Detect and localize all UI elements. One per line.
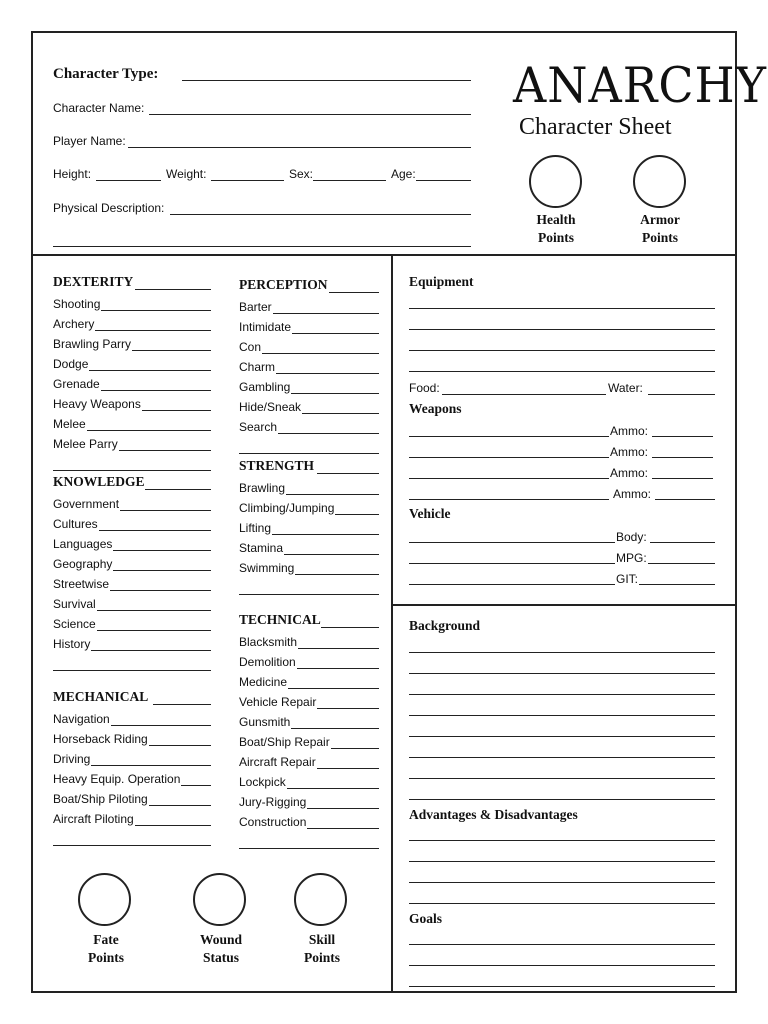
ammo-label: Ammo: <box>610 445 649 459</box>
ammo-label: Ammo: <box>610 466 649 480</box>
writing-line[interactable] <box>409 840 715 841</box>
strength-skill-label: Climbing/Jumping <box>239 501 335 515</box>
health-points-label: Health Points <box>536 212 576 245</box>
equipment-line-3[interactable] <box>409 350 715 351</box>
knowledge-skill-label: History <box>53 637 91 651</box>
dexterity-score-field[interactable] <box>135 289 211 290</box>
mechanical-score-field[interactable] <box>153 704 211 705</box>
dexterity-extra-field[interactable] <box>53 470 211 471</box>
header-divider <box>31 254 737 256</box>
perception-skill-field[interactable] <box>302 413 379 414</box>
dexterity-skill-field[interactable] <box>89 370 211 371</box>
water-field[interactable] <box>648 394 715 395</box>
perception-skill-label: Search <box>239 420 278 434</box>
technical-skill-label: Aircraft Repair <box>239 755 316 769</box>
ammo-field[interactable] <box>652 436 713 437</box>
knowledge-score-field[interactable] <box>145 489 211 490</box>
mechanical-skill-label: Navigation <box>53 712 110 726</box>
weapon-name-field[interactable] <box>409 436 609 437</box>
writing-line[interactable] <box>409 799 715 800</box>
height-label: Height: <box>53 167 92 181</box>
perception-skill-label: Charm <box>239 360 276 374</box>
strength-extra-field[interactable] <box>239 594 379 595</box>
technical-skill-field[interactable] <box>317 768 379 769</box>
height-field[interactable] <box>96 180 161 181</box>
strength-skill-label: Swimming <box>239 561 295 575</box>
technical-skill-label: Jury-Rigging <box>239 795 307 809</box>
knowledge-skill-field[interactable] <box>99 530 211 531</box>
technical-skill-field[interactable] <box>297 668 379 669</box>
knowledge-skill-field[interactable] <box>120 510 211 511</box>
skill-points-circle[interactable] <box>294 873 347 926</box>
mechanical-skill-label: Driving <box>53 752 91 766</box>
git-label: GIT: <box>616 572 639 586</box>
ammo-field[interactable] <box>652 457 713 458</box>
technical-skill-field[interactable] <box>288 688 379 689</box>
mechanical-skill-label: Aircraft Piloting <box>53 812 134 826</box>
character-type-field[interactable] <box>182 80 471 81</box>
water-label: Water: <box>608 381 643 395</box>
character-type-label: Character Type: <box>53 66 159 82</box>
physical-description-label: Physical Description: <box>53 201 165 215</box>
background-title: Background <box>409 618 481 633</box>
writing-line[interactable] <box>409 694 715 695</box>
dexterity-skill-label: Heavy Weapons <box>53 397 141 411</box>
strength-skill-field[interactable] <box>286 494 379 495</box>
perception-skill-field[interactable] <box>276 373 379 374</box>
strength-skill-label: Stamina <box>239 541 284 555</box>
weapon-name-field[interactable] <box>409 499 609 500</box>
technical-skill-label: Vehicle Repair <box>239 695 317 709</box>
knowledge-skill-label: Languages <box>53 537 113 551</box>
strength-score-field[interactable] <box>317 473 379 474</box>
writing-line[interactable] <box>409 757 715 758</box>
ammo-field[interactable] <box>652 478 713 479</box>
wound-status-circle[interactable] <box>193 873 246 926</box>
perception-skill-field[interactable] <box>292 333 379 334</box>
weight-field[interactable] <box>211 180 284 181</box>
writing-line[interactable] <box>409 652 715 653</box>
equipment-line-1[interactable] <box>409 308 715 309</box>
perception-extra-field[interactable] <box>239 453 379 454</box>
technical-extra-field[interactable] <box>239 848 379 849</box>
fate-points-label: Fate Points <box>87 932 124 965</box>
mechanical-skill-label: Horseback Riding <box>53 732 148 746</box>
weapon-name-field[interactable] <box>409 457 609 458</box>
ammo-field[interactable] <box>655 499 715 500</box>
knowledge-skill-field[interactable] <box>97 610 211 611</box>
mechanical-extra-field[interactable] <box>53 845 211 846</box>
technical-skill-label: Medicine <box>239 675 288 689</box>
perception-skill-label: Intimidate <box>239 320 292 334</box>
character-name-label: Character Name: <box>53 101 145 115</box>
perception-title: PERCEPTION <box>239 277 328 292</box>
player-name-field[interactable] <box>128 147 471 148</box>
age-field[interactable] <box>416 180 471 181</box>
vehicle-line-1[interactable] <box>409 542 615 543</box>
dexterity-skill-label: Grenade <box>53 377 100 391</box>
dexterity-skill-field[interactable] <box>95 330 211 331</box>
sheet-subtitle: Character Sheet <box>519 114 672 140</box>
technical-skill-field[interactable] <box>307 808 379 809</box>
perception-skill-label: Con <box>239 340 262 354</box>
perception-skill-label: Gambling <box>239 380 291 394</box>
equipment-line-4[interactable] <box>409 371 715 372</box>
armor-points-label: Armor Points <box>640 212 680 245</box>
weapons-title: Weapons <box>409 401 462 416</box>
technical-skill-label: Boat/Ship Repair <box>239 735 330 749</box>
mpg-field[interactable] <box>648 563 715 564</box>
physical-description-field-2[interactable] <box>53 246 471 247</box>
writing-line[interactable] <box>409 673 715 674</box>
perception-skill-field[interactable] <box>291 393 379 394</box>
equipment-title: Equipment <box>409 274 474 289</box>
writing-line[interactable] <box>409 778 715 779</box>
physical-description-field[interactable] <box>170 214 471 215</box>
skill-points-label: Skill Points <box>303 932 340 965</box>
mpg-label: MPG: <box>616 551 647 565</box>
vehicle-line-3[interactable] <box>409 584 615 585</box>
perception-skill-field[interactable] <box>262 353 379 354</box>
technical-skill-label: Demolition <box>239 655 296 669</box>
weight-label: Weight: <box>166 167 207 181</box>
knowledge-skill-field[interactable] <box>113 550 211 551</box>
dexterity-title: DEXTERITY <box>53 274 134 289</box>
technical-skill-field[interactable] <box>298 648 379 649</box>
mechanical-skill-field[interactable] <box>181 785 211 786</box>
mechanical-skill-field[interactable] <box>91 765 211 766</box>
technical-skill-field[interactable] <box>317 708 379 709</box>
knowledge-skill-label: Geography <box>53 557 113 571</box>
weapon-name-field[interactable] <box>409 478 609 479</box>
advantages-title: Advantages & Disadvantages <box>409 807 578 822</box>
mechanical-title: MECHANICAL <box>53 689 149 704</box>
writing-line[interactable] <box>409 882 715 883</box>
knowledge-skill-field[interactable] <box>97 630 211 631</box>
perception-skill-label: Hide/Sneak <box>239 400 302 414</box>
knowledge-skill-field[interactable] <box>91 650 211 651</box>
mechanical-skill-label: Boat/Ship Piloting <box>53 792 148 806</box>
mechanical-skill-field[interactable] <box>149 805 211 806</box>
sex-label: Sex: <box>289 167 314 181</box>
dexterity-skill-field[interactable] <box>101 310 211 311</box>
technical-skill-label: Blacksmith <box>239 635 298 649</box>
writing-line[interactable] <box>409 944 715 945</box>
anarchy-logo: ANARCHY <box>513 57 768 114</box>
knowledge-skill-label: Survival <box>53 597 96 611</box>
sex-field[interactable] <box>313 180 386 181</box>
knowledge-extra-field[interactable] <box>53 670 211 671</box>
writing-line[interactable] <box>409 861 715 862</box>
mechanical-skill-label: Heavy Equip. Operation <box>53 772 181 786</box>
writing-line[interactable] <box>409 736 715 737</box>
strength-title: STRENGTH <box>239 458 315 473</box>
writing-line[interactable] <box>409 903 715 904</box>
character-sheet <box>31 31 737 993</box>
technical-skill-field[interactable] <box>331 748 379 749</box>
perception-score-field[interactable] <box>329 292 379 293</box>
git-field[interactable] <box>639 584 715 585</box>
strength-skill-field[interactable] <box>335 514 379 515</box>
strength-skill-field[interactable] <box>272 534 379 535</box>
perception-skill-field[interactable] <box>273 313 379 314</box>
knowledge-title: KNOWLEDGE <box>53 474 145 489</box>
column-divider <box>391 255 393 993</box>
technical-title: TECHNICAL <box>239 612 321 627</box>
vehicle-title: Vehicle <box>409 506 451 521</box>
player-name-label: Player Name: <box>53 134 126 148</box>
strength-skill-field[interactable] <box>284 554 379 555</box>
food-field[interactable] <box>442 394 606 395</box>
age-label: Age: <box>391 167 416 181</box>
dexterity-skill-label: Dodge <box>53 357 89 371</box>
knowledge-skill-label: Cultures <box>53 517 98 531</box>
wound-status-label: Wound Status <box>199 932 243 965</box>
dexterity-skill-label: Melee Parry <box>53 437 118 451</box>
food-label: Food: <box>409 381 440 395</box>
dexterity-skill-field[interactable] <box>87 430 211 431</box>
technical-score-field[interactable] <box>321 627 379 628</box>
dexterity-skill-label: Shooting <box>53 297 101 311</box>
right-section-divider <box>392 604 737 606</box>
knowledge-skill-field[interactable] <box>113 570 211 571</box>
technical-skill-label: Construction <box>239 815 307 829</box>
knowledge-skill-label: Science <box>53 617 96 631</box>
fate-points-circle[interactable] <box>78 873 131 926</box>
character-name-field[interactable] <box>149 114 471 115</box>
strength-skill-label: Lifting <box>239 521 272 535</box>
technical-skill-field[interactable] <box>307 828 379 829</box>
knowledge-skill-label: Government <box>53 497 120 511</box>
body-label: Body: <box>616 530 647 544</box>
mechanical-skill-field[interactable] <box>111 725 211 726</box>
technical-skill-label: Gunsmith <box>239 715 291 729</box>
mechanical-skill-field[interactable] <box>135 825 211 826</box>
dexterity-skill-field[interactable] <box>132 350 211 351</box>
dexterity-skill-label: Brawling Parry <box>53 337 132 351</box>
technical-skill-field[interactable] <box>287 788 379 789</box>
knowledge-skill-field[interactable] <box>110 590 211 591</box>
writing-line[interactable] <box>409 715 715 716</box>
goals-title: Goals <box>409 911 443 926</box>
armor-points-circle[interactable] <box>633 155 686 208</box>
dexterity-skill-label: Melee <box>53 417 86 431</box>
mechanical-skill-field[interactable] <box>149 745 211 746</box>
dexterity-skill-label: Archery <box>53 317 95 331</box>
strength-skill-label: Brawling <box>239 481 286 495</box>
perception-skill-label: Barter <box>239 300 272 314</box>
health-points-circle[interactable] <box>529 155 582 208</box>
dexterity-skill-field[interactable] <box>101 390 211 391</box>
ammo-label: Ammo: <box>610 424 649 438</box>
technical-skill-label: Lockpick <box>239 775 286 789</box>
knowledge-skill-label: Streetwise <box>53 577 110 591</box>
technical-skill-field[interactable] <box>291 728 379 729</box>
perception-skill-field[interactable] <box>278 433 379 434</box>
ammo-label: Ammo: <box>613 487 652 501</box>
writing-line[interactable] <box>409 965 715 966</box>
dexterity-skill-field[interactable] <box>119 450 211 451</box>
writing-line[interactable] <box>409 986 715 987</box>
strength-skill-field[interactable] <box>295 574 379 575</box>
dexterity-skill-field[interactable] <box>142 410 211 411</box>
body-field[interactable] <box>650 542 715 543</box>
vehicle-line-2[interactable] <box>409 563 615 564</box>
equipment-line-2[interactable] <box>409 329 715 330</box>
